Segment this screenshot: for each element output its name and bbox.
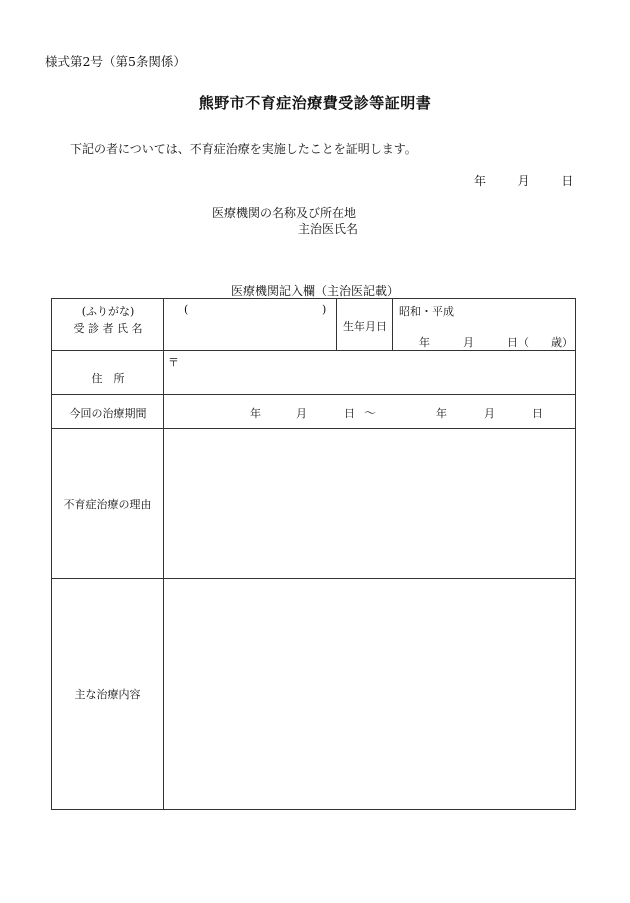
dob-year: 年 xyxy=(419,336,430,349)
content-field[interactable] xyxy=(164,579,576,810)
end-year: 年 xyxy=(436,407,447,420)
end-month: 月 xyxy=(484,407,495,420)
form-number: 様式第2号（第5条関係） xyxy=(45,54,186,69)
dob-field[interactable] xyxy=(393,299,576,351)
end-day: 日 xyxy=(532,407,543,420)
reason-row xyxy=(52,429,576,579)
reason-label: 不育症治療の理由 xyxy=(63,497,152,511)
table-caption: 医療機関記入欄（主治医記載） xyxy=(230,284,399,298)
certificate-table xyxy=(51,298,576,810)
content-label: 主な治療内容 xyxy=(74,688,141,701)
content-label-cell xyxy=(52,579,164,810)
dob-month: 月 xyxy=(463,336,474,349)
paren-close: ) xyxy=(322,303,327,316)
start-month: 月 xyxy=(296,407,307,420)
address-label-cell xyxy=(52,351,164,395)
reason-field[interactable] xyxy=(164,429,576,579)
era-options: 昭和・平成 xyxy=(399,305,454,318)
age: 歳） xyxy=(551,336,573,349)
name-label-cell xyxy=(52,299,164,351)
period-label: 今回の治療期間 xyxy=(69,407,147,420)
address-field[interactable] xyxy=(164,351,576,395)
postal-mark: 〒 xyxy=(168,356,179,369)
period-label-cell xyxy=(52,395,164,429)
patient-name-field[interactable] xyxy=(164,299,337,351)
dob-label: 生年月日 xyxy=(343,320,387,333)
issue-date-year: 年 xyxy=(474,174,487,188)
furigana-label: (ふりがな) xyxy=(81,305,135,318)
patient-name-label: 受 診 者 氏 名 xyxy=(73,322,143,335)
document-title: 熊野市不育症治療費受診等証明書 xyxy=(198,94,432,112)
address-row xyxy=(52,351,576,395)
address-label: 住 所 xyxy=(91,372,125,385)
dob-label-cell xyxy=(337,299,393,351)
content-row xyxy=(52,579,576,810)
issue-date xyxy=(474,172,573,189)
paren-open: ( xyxy=(184,303,189,316)
issue-date-day: 日 xyxy=(561,174,574,188)
name-row xyxy=(52,299,576,351)
certification-statement: 下記の者については、不育症治療を実施したことを証明します。 xyxy=(70,142,417,156)
period-field[interactable] xyxy=(164,395,576,429)
start-day: 日 xyxy=(344,407,355,420)
start-year: 年 xyxy=(250,407,261,420)
period-tilde: 〜 xyxy=(364,406,377,420)
reason-label-cell xyxy=(52,429,164,579)
period-row xyxy=(52,395,576,429)
doctor-name-label: 主治医氏名 xyxy=(298,222,359,236)
dob-day: 日（ xyxy=(507,336,529,349)
issue-date-month: 月 xyxy=(517,174,530,188)
institution-label: 医療機関の名称及び所在地 xyxy=(212,206,357,220)
